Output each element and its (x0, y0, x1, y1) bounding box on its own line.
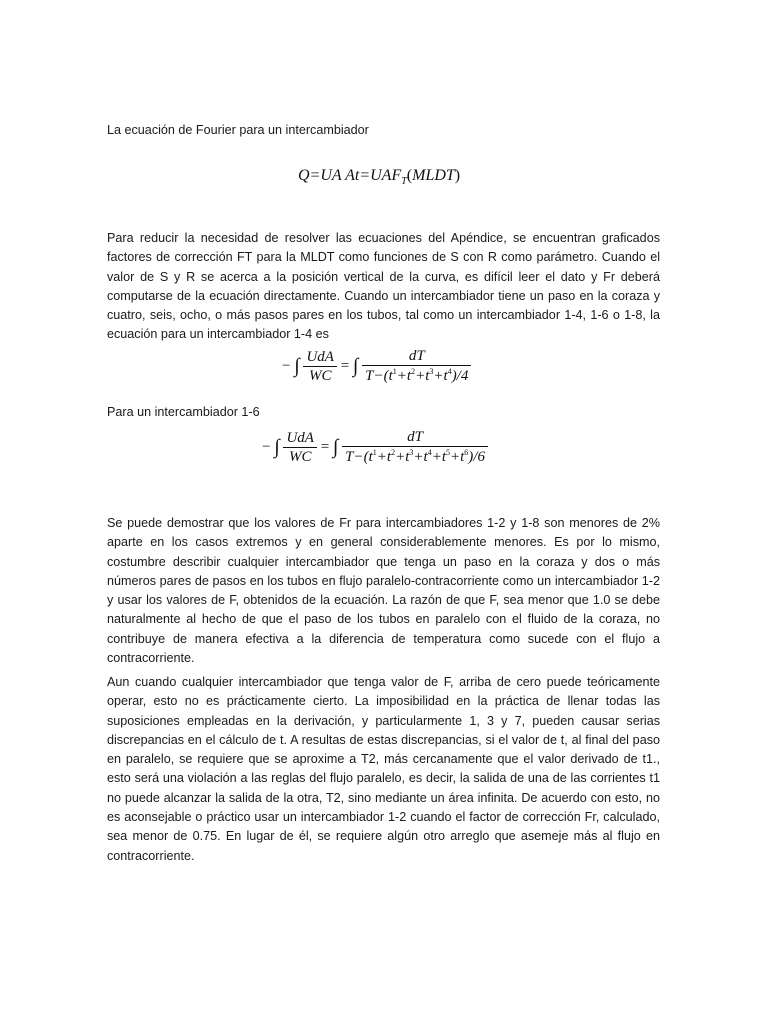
paragraph-2: Se puede demostrar que los valores de Fr para intercambiadores 1-2 y 1-8 son menores de 2% aparte en los casos extremos y en general considerablemente menores. Es por lo mismo, costumbre describir cualquier intercambiador que tenga un paso en la coraza y dos o más números pares de pasos en los tubos en flujo paralelo-contracorriente como un intercambiador 1-2 y usar los valores de F, obtenidos de la ecuación. La razón de que F, sea menor que 1.0 se debe naturalmente al hecho de que el paso de los tubos en paralelo con el fluido de la coraza, no contribuye de manera efectiva a la diferencia de temperatura como sucede con el flujo a contracorriente. (107, 516, 660, 666)
subtitle-1-6: Para un intercambiador 1-6 (107, 405, 260, 419)
fraction-right: $\frac{dT}{T-(t^1+t^2+t^3+t^4+t^5+t^6)/6}$ (342, 429, 488, 466)
paragraph-3: Aun cuando cualquier intercambiador que tenga valor de F, arriba de cero puede teóricamente operar, esto no es prácticamente cierto. La imposibilidad en la práctica de llenar todas las suposiciones empleadas en la derivación, y particularmente 1, 3 y 7, pueden causar serias discrepancias en el cálculo de t. A resultas de estas discrepancias, si el valor de t, al final del paso en paralelo, se requiere que se aproxime a T2, más cercanamente que el valor derivado de t1., esto será una violación a las reglas del flujo paralelo, es decir, la salida de una de las corrientes t1 no puede alcanzar la salida de la otra, T2, sino mediante un área infinita. De acuerdo con esto, no es aconsejable o práctico usar un intercambiador 1-2 cuando el factor de corrección Fr, calculado, sea menor de 0.75. En lugar de él, se requiere algún otro arreglo que asemeje más al flujo en contracorriente. (107, 675, 660, 863)
equation-1-6: − ∫ $\frac{\text{UdA}}{WC}$ = ∫ $\frac{dT}{T-(t^1+t^2+t^3+t^4+t^5+t^6)/6}$ (262, 429, 488, 466)
paragraph-1: Para reducir la necesidad de resolver las ecuaciones del Apéndice, se encuentran graficados factores de corrección FT para la MLDT como funciones de S con R como parámetro. Cuando el valor de S y R se acerca a la posición vertical de la curva, es difícil leer el dato y Fr deberá computarse de la ecuación directamente. Cuando un intercambiador tiene un paso en la coraza y cuatro, seis, ocho, o más pasos pares en los tubos, tal como un intercambiador 1-4, 1-6 o 1-8, la ecuación para un intercambiador 1-4 es (107, 231, 660, 342)
document-title: La ecuación de Fourier para un intercambiador (107, 123, 369, 137)
fourier-equation: Q=UA $At=UAF_T(MLDT)$ (298, 167, 461, 188)
fraction-right: $\frac{dT}{T-(t^1+t^2+t^3+t^4)/4}$ (362, 348, 471, 385)
fraction-left: $\frac{\text{UdA}}{WC}$ (283, 430, 317, 466)
equation-1-4: − ∫ $\frac{\text{UdA}}{WC}$ = ∫ $\frac{dT}{T-(t^1+t^2+t^3+t^4)/4}$ (282, 348, 471, 385)
fraction-left: $\frac{\text{UdA}}{WC}$ (303, 349, 337, 385)
